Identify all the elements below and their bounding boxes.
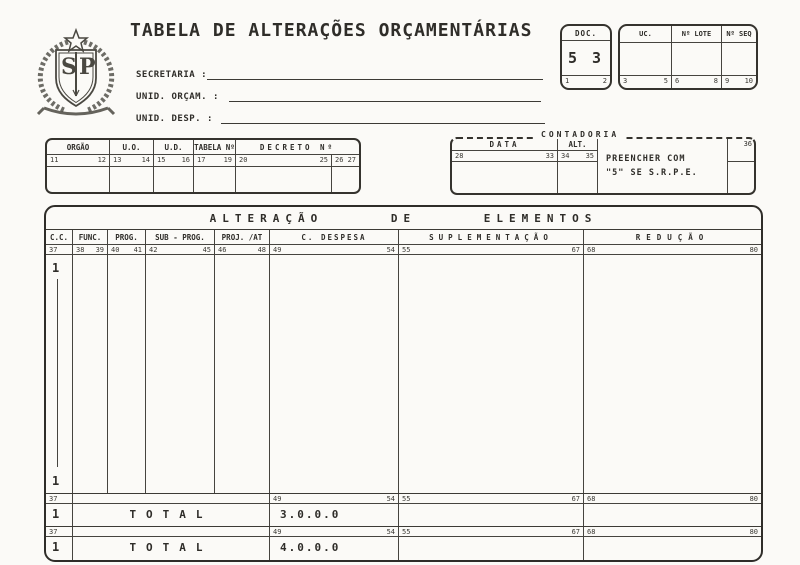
col-func	[73, 230, 108, 493]
decreto-sub-input-cell	[332, 167, 359, 192]
reducao-header: REDUÇÃO	[584, 230, 761, 245]
unid-orcam-input-line	[229, 101, 541, 102]
col-cc	[46, 230, 73, 493]
uo-col-end: 14	[141, 156, 150, 164]
despesa-body-cell	[270, 255, 398, 493]
note-line-1: PREENCHER COM	[606, 154, 686, 164]
ud-col-start: 15	[157, 156, 166, 164]
lote-label: Nº LOTE	[672, 26, 721, 43]
sao-paulo-coat-of-arms-logo	[30, 26, 122, 122]
func-header: FUNC.	[73, 230, 107, 245]
orgao-col-end: 12	[97, 156, 106, 164]
data-input-cell	[452, 162, 557, 193]
ud-col-end: 16	[181, 156, 190, 164]
total2-supl-start: 55	[402, 528, 411, 536]
note-line-2: "5" SE S.R.P.E.	[606, 168, 698, 178]
subprog-body-cell	[146, 255, 214, 493]
despesa-col-start: 49	[273, 246, 282, 254]
cc-body-cell	[46, 255, 72, 493]
col-reducao	[584, 230, 761, 493]
despesa-header: C. DESPESA	[270, 230, 398, 245]
table-columns	[46, 230, 761, 494]
subprog-header: SUB - PROG.	[146, 230, 214, 245]
preencher-note	[598, 139, 728, 193]
alteracao-elementos-table	[44, 205, 763, 562]
cc-value-first: 1	[52, 261, 60, 275]
uo-column	[110, 140, 154, 192]
prog-col-start: 40	[111, 246, 120, 254]
func-col-start: 38	[76, 246, 85, 254]
seq-column	[722, 26, 756, 88]
data-col-start: 28	[455, 152, 464, 160]
col-suplementacao	[399, 230, 584, 493]
ud-column	[154, 140, 194, 192]
col-prog	[108, 230, 146, 493]
total2-despesa-value: 4.0.0.0	[270, 537, 399, 560]
total1-reducao-cell	[584, 504, 761, 526]
doc-col-start: 1	[565, 77, 570, 85]
total1-red-end: 80	[749, 495, 758, 503]
uc-input-cell	[620, 43, 671, 75]
total1-strip-blank	[73, 494, 270, 503]
total1-suplementacao-cell	[399, 504, 584, 526]
despesa-col-end: 54	[386, 246, 395, 254]
total-row-2	[46, 537, 761, 560]
secretaria-input-line	[207, 79, 543, 80]
suplementacao-header: SUPLEMENTAÇÃO	[399, 230, 583, 245]
seq-col-end: 10	[744, 77, 753, 85]
uc-column	[620, 26, 672, 88]
lote-col-start: 6	[675, 77, 680, 85]
total2-cc-colnum: 37	[49, 528, 58, 536]
reducao-col-end: 80	[749, 246, 758, 254]
prog-col-end: 41	[133, 246, 142, 254]
tabela-label: TABELA Nº	[194, 140, 235, 155]
total1-number-strip	[46, 494, 761, 504]
unid-desp-input-line	[221, 123, 545, 124]
contadoria-col-36: 36	[728, 139, 754, 162]
alt-col-end: 35	[585, 152, 594, 160]
lote-input-cell	[672, 43, 721, 75]
total2-strip-blank	[73, 527, 270, 536]
prog-header: PROG.	[108, 230, 145, 245]
total2-number-strip	[46, 527, 761, 537]
total2-cc-value: 1	[46, 537, 73, 560]
decreto-label: DECRETO Nº	[236, 140, 359, 155]
logo-letter-s: S	[61, 54, 77, 80]
uc-col-end: 5	[663, 77, 668, 85]
func-col-end: 39	[95, 246, 104, 254]
projat-body-cell	[215, 255, 269, 493]
subprog-col-end: 45	[202, 246, 211, 254]
total2-despesa-end: 54	[386, 528, 395, 536]
reducao-body-cell	[584, 255, 761, 493]
total2-despesa-start: 49	[273, 528, 282, 536]
form-title: TABELA DE ALTERAÇÕES ORÇAMENTÁRIAS	[130, 20, 533, 41]
total2-red-end: 80	[749, 528, 758, 536]
doc-value: 5 3	[567, 49, 605, 67]
contadoria-box	[450, 137, 756, 195]
contadoria-title: CONTADORIA	[536, 130, 624, 139]
data-column	[452, 139, 558, 193]
total2-reducao-cell	[584, 537, 761, 560]
lote-col-end: 8	[713, 77, 718, 85]
col-subprog	[146, 230, 215, 493]
uc-col-start: 3	[623, 77, 628, 85]
star-icon	[65, 30, 87, 51]
total2-label: TOTAL	[73, 537, 270, 560]
seq-label: Nº SEQ	[722, 26, 756, 43]
total1-supl-end: 67	[571, 495, 580, 503]
total1-cc-value: 1	[46, 504, 73, 526]
suplementacao-col-end: 67	[571, 246, 580, 254]
secretaria-label: SECRETARIA :	[136, 70, 208, 80]
tabela-col-end: 19	[223, 156, 232, 164]
orgao-decreto-box	[45, 138, 361, 194]
contadoria-last-input-cell	[728, 162, 754, 193]
decreto-col-start: 20	[239, 156, 248, 164]
ribbon-banner	[38, 108, 114, 114]
uc-lote-seq-box	[618, 24, 758, 90]
prog-body-cell	[108, 255, 145, 493]
total1-despesa-end: 54	[386, 495, 395, 503]
total2-supl-end: 67	[571, 528, 580, 536]
suplementacao-body-cell	[399, 255, 583, 493]
data-label: DATA	[452, 139, 557, 151]
projat-col-start: 46	[218, 246, 227, 254]
tabela-input-cell	[194, 167, 235, 192]
doc-col-end: 2	[602, 77, 607, 85]
total1-cc-colnum: 37	[49, 495, 58, 503]
suplementacao-col-start: 55	[402, 246, 411, 254]
total2-red-start: 68	[587, 528, 596, 536]
subprog-col-start: 42	[149, 246, 158, 254]
col-projat	[215, 230, 270, 493]
total1-red-start: 68	[587, 495, 596, 503]
uo-label: U.O.	[110, 140, 153, 155]
uc-label: UC.	[620, 26, 671, 43]
alt-label: ALT.	[558, 139, 597, 151]
orgao-label: ORGÃO	[47, 140, 109, 155]
alt-col-start: 34	[561, 152, 570, 160]
total-row-1	[46, 504, 761, 527]
cc-col-start: 37	[49, 246, 58, 254]
logo-letter-p: P	[79, 54, 96, 80]
decreto-sub-end: 27	[347, 156, 356, 164]
doc-label: DOC.	[562, 26, 610, 41]
total1-despesa-value: 3.0.0.0	[270, 504, 399, 526]
uo-input-cell	[110, 167, 153, 192]
projat-col-end: 48	[257, 246, 266, 254]
total1-supl-start: 55	[402, 495, 411, 503]
contadoria-last-column	[728, 139, 754, 193]
seq-input-cell	[722, 43, 756, 75]
total1-label: TOTAL	[73, 504, 270, 526]
cc-ditto-line	[57, 279, 58, 467]
cc-header: C.C.	[46, 230, 72, 245]
total2-suplementacao-cell	[399, 537, 584, 560]
func-body-cell	[73, 255, 107, 493]
decreto-input-cell	[236, 167, 331, 192]
tabela-column	[194, 140, 236, 192]
doc-column-range	[562, 75, 610, 88]
ud-label: U.D.	[154, 140, 193, 155]
tabela-col-start: 17	[197, 156, 206, 164]
orgao-input-cell	[47, 167, 109, 192]
decreto-sub-start: 26	[335, 156, 344, 164]
decreto-sub-cell	[331, 155, 359, 192]
projat-header: PROJ. /AT	[215, 230, 269, 245]
ud-input-cell	[154, 167, 193, 192]
unid-desp-label: UNID. DESP. :	[136, 114, 213, 124]
data-col-end: 33	[545, 152, 554, 160]
alt-input-cell	[558, 162, 597, 193]
total1-despesa-start: 49	[273, 495, 282, 503]
orgao-column	[47, 140, 110, 192]
col-despesa	[270, 230, 399, 493]
lote-column	[672, 26, 722, 88]
reducao-col-start: 68	[587, 246, 596, 254]
seq-col-start: 9	[725, 77, 730, 85]
decreto-column	[236, 140, 359, 192]
table-title: ALTERAÇÃO DE ELEMENTOS	[46, 207, 761, 230]
decreto-col-end: 25	[319, 156, 328, 164]
uo-col-start: 13	[113, 156, 122, 164]
doc-number-box	[560, 24, 612, 90]
unid-orcam-label: UNID. ORÇAM. :	[136, 92, 219, 102]
decreto-main-cell	[236, 155, 331, 192]
cc-value-last: 1	[52, 474, 60, 488]
orgao-col-start: 11	[50, 156, 59, 164]
alt-column	[558, 139, 598, 193]
